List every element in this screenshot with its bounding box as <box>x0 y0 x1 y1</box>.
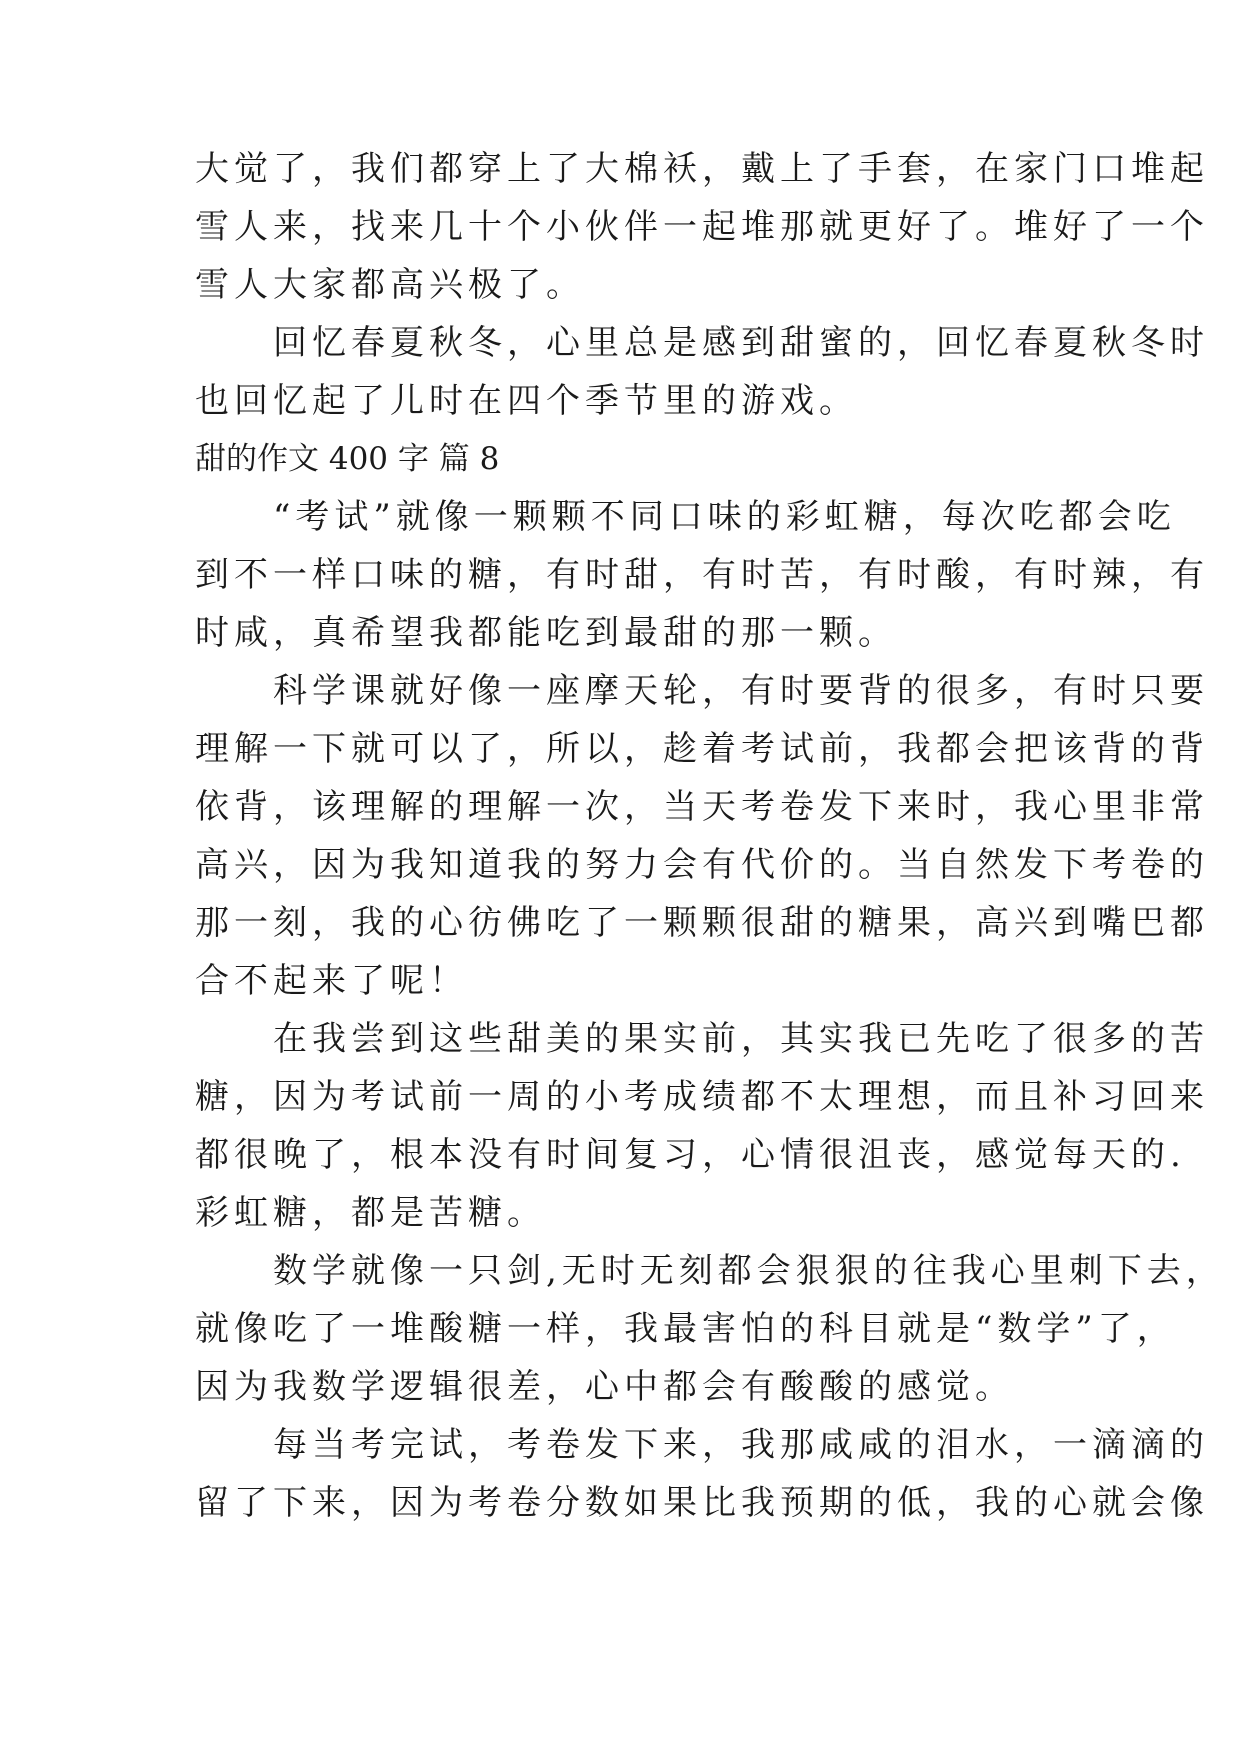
text-line: 因为我数学逻辑很差，心中都会有酸酸的感觉。 <box>195 1367 1014 1407</box>
text-line: 彩虹糖，都是苦糖。 <box>195 1193 546 1233</box>
text-line: 都很晚了，根本没有时间复习，心情很沮丧，感觉每天的. <box>195 1135 1186 1175</box>
text-line: 数学就像一只剑,无时无刻都会狠狠的往我心里刺下去， <box>195 1251 1225 1291</box>
text-line: 高兴，因为我知道我的努力会有代价的。当自然发下考卷的 <box>195 845 1209 885</box>
text-line: 理解一下就可以了，所以，趁着考试前，我都会把该背的背 <box>195 729 1209 769</box>
text-line: 在我尝到这些甜美的果实前，其实我已先吃了很多的苦 <box>195 1019 1209 1059</box>
text-line: 大觉了，我们都穿上了大棉袄，戴上了手套，在家门口堆起 <box>195 149 1209 189</box>
text-line: 糖，因为考试前一周的小考成绩都不太理想，而且补习回来 <box>195 1077 1209 1117</box>
text-line: 雪人大家都高兴极了。 <box>195 265 585 305</box>
text-line: “考试”就像一颗颗不同口味的彩虹糖，每次吃都会吃 <box>195 497 1176 537</box>
section-heading: 甜的作文 400 字 篇 8 <box>195 441 500 477</box>
text-line: 就像吃了一堆酸糖一样，我最害怕的科目就是“数学”了， <box>195 1309 1176 1349</box>
text-line: 依背，该理解的理解一次，当天考卷发下来时，我心里非常 <box>195 787 1209 827</box>
text-line: 那一刻，我的心彷佛吃了一颗颗很甜的糖果，高兴到嘴巴都 <box>195 903 1209 943</box>
text-line: 时咸，真希望我都能吃到最甜的那一颗。 <box>195 613 897 653</box>
text-line: 合不起来了呢！ <box>195 961 468 1001</box>
text-line: 回忆春夏秋冬，心里总是感到甜蜜的，回忆春夏秋冬时 <box>195 323 1209 363</box>
text-line: 留了下来，因为考卷分数如果比我预期的低，我的心就会像 <box>195 1483 1209 1523</box>
text-line: 也回忆起了儿时在四个季节里的游戏。 <box>195 381 858 421</box>
text-line: 到不一样口味的糖，有时甜，有时苦，有时酸，有时辣，有 <box>195 555 1209 595</box>
document-page <box>195 140 1225 1532</box>
text-line: 科学课就好像一座摩天轮，有时要背的很多，有时只要 <box>195 671 1209 711</box>
text-line: 雪人来，找来几十个小伙伴一起堆那就更好了。堆好了一个 <box>195 207 1209 247</box>
text-line: 每当考完试，考卷发下来，我那咸咸的泪水，一滴滴的 <box>195 1425 1209 1465</box>
